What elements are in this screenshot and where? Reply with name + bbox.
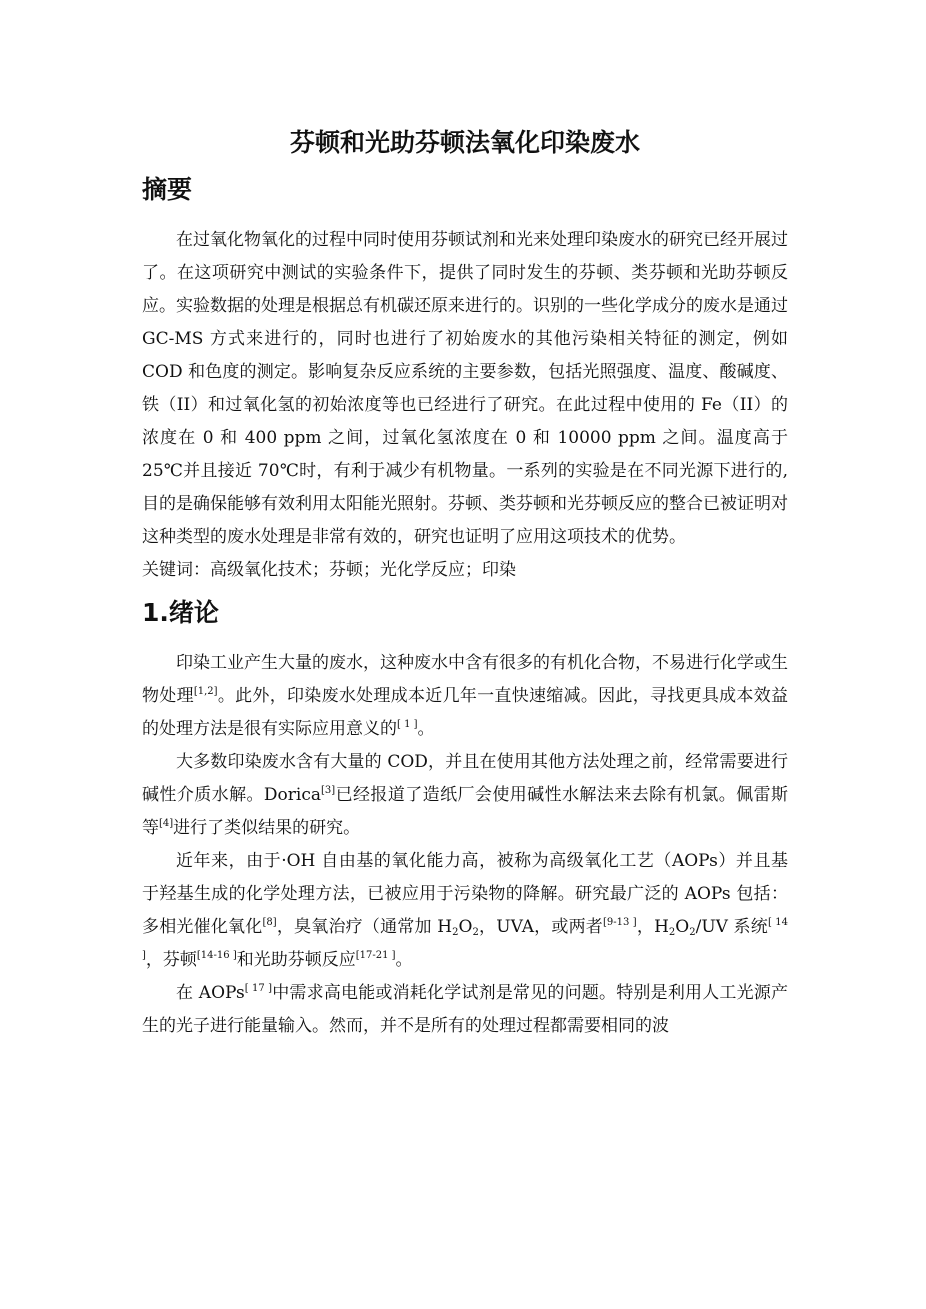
intro-p3-text-d: ，UVA，或两者 xyxy=(478,917,604,937)
citation-ref: [9-13 ] xyxy=(603,917,637,928)
abstract-heading: 摘要 xyxy=(142,175,193,204)
intro-paragraph-2 xyxy=(142,746,788,845)
intro-p3-text-g: /UV 系统 xyxy=(695,917,768,937)
subscript: 2 xyxy=(668,927,676,938)
paper-title: 芬顿和光助芬顿法氧化印染废水 xyxy=(289,128,640,157)
citation-ref: [1,2] xyxy=(193,686,218,697)
citation-ref: [ 14 ] xyxy=(142,917,788,961)
citation-ref: [14-16 ] xyxy=(196,950,237,961)
intro-p4-text-b: 中需求高电能或消耗化学试剂是常见的问题。特别是利用人工光源产生的光子进行能量输入。然而，并不是所有的处理过程都需要相同的波 xyxy=(142,983,789,1036)
keywords-line: 关键词：高级氧化技术；芬顿；光化学反应；印染 xyxy=(142,560,516,580)
intro-p1-text-c: 。 xyxy=(417,719,435,739)
citation-ref: [3] xyxy=(321,785,336,796)
citation-ref: [ 1 ] xyxy=(397,719,418,730)
intro-p1-text-b: 。此外，印染废水处理成本近几年一直快速缩减。因此，寻找更具成本效益的处理方法是很有实际应用意义的 xyxy=(142,686,789,739)
intro-paragraph-3 xyxy=(142,845,788,977)
introduction-section xyxy=(142,591,788,1043)
introduction-heading: 1.绪论 xyxy=(142,598,219,627)
intro-p3-text-b: ，臭氧治疗（通常加 H xyxy=(276,917,453,937)
subscript: 2 xyxy=(689,927,696,938)
intro-p2-text-b: 已经报道了造纸厂会使用碱性水解法来去除有机氯。佩雷斯等 xyxy=(142,785,788,838)
abstract-section xyxy=(142,168,788,587)
intro-p2-text-a: 大多数印染废水含有大量的 COD，并且在使用其他方法处理之前，经常需要进行碱性介质水解。Dorica xyxy=(142,752,788,805)
intro-p3-text-e: ，H xyxy=(636,917,669,937)
intro-p4-text-a: 在 AOPs xyxy=(176,983,245,1003)
intro-paragraph-1 xyxy=(142,647,788,746)
intro-p3-text-h: ，芬顿 xyxy=(145,950,197,970)
citation-ref: [ 17 ] xyxy=(244,983,273,994)
intro-p3-text-c: O xyxy=(458,917,473,937)
subscript: 2 xyxy=(472,927,479,938)
intro-p2-text-c: 进行了类似结果的研究。 xyxy=(173,818,361,838)
intro-p3-text-a: 近年来，由于·OH 自由基的氧化能力高，被称为高级氧化工艺（AOPs）并且基于羟基生成的化学处理方法，已被应用于污染物的降解。研究最广泛的 AOPs 包括：多相光催化氧化 xyxy=(142,851,788,937)
intro-p3-text-j: 。 xyxy=(395,950,413,970)
intro-p3-text-i: 和光助芬顿反应 xyxy=(236,950,356,970)
subscript: 2 xyxy=(452,927,459,938)
document-page xyxy=(142,118,788,1043)
citation-ref: [4] xyxy=(159,818,174,829)
intro-p3-text-f: O xyxy=(675,917,690,937)
intro-paragraph-4 xyxy=(142,977,788,1043)
abstract-text: 在过氧化物氧化的过程中同时使用芬顿试剂和光来处理印染废水的研究已经开展过了。在这项研究中测试的实验条件下，提供了同时发生的芬顿、类芬顿和光助芬顿反应。实验数据的处理是根据总有机碳还原来进行的。识别的一些化学成分的废水是通过 GC-MS 方式来进行的，同时也进行了初始废水的其他污染相关特征的测定，例如 COD 和色度的测定。影响复杂反应系统的主要参数，包括光照强度、温度、酸碱度、铁（II）和过氧化氢的初始浓度等也已经进行了研究。在此过程中使用的 Fe（II）的浓度在 0 和 400 ppm 之间，过氧化氢浓度在 0 和 10000 ppm 之间。温度高于 25℃并且接近 70℃时，有利于减少有机物量。一系列的实验是在不同光源下进行的, 目的是确保能够有效利用太阳能光照射。芬顿、类芬顿和光芬顿反应的整合已被证明对这种类型的废水处理是非常有效的，研究也证明了应用这项技术的优势。 xyxy=(142,230,788,547)
intro-p1-text-a: 印染工业产生大量的废水，这种废水中含有很多的有机化合物，不易进行化学或生物处理 xyxy=(142,653,788,706)
citation-ref: [8] xyxy=(262,917,277,928)
citation-ref: [17-21 ] xyxy=(355,950,396,961)
